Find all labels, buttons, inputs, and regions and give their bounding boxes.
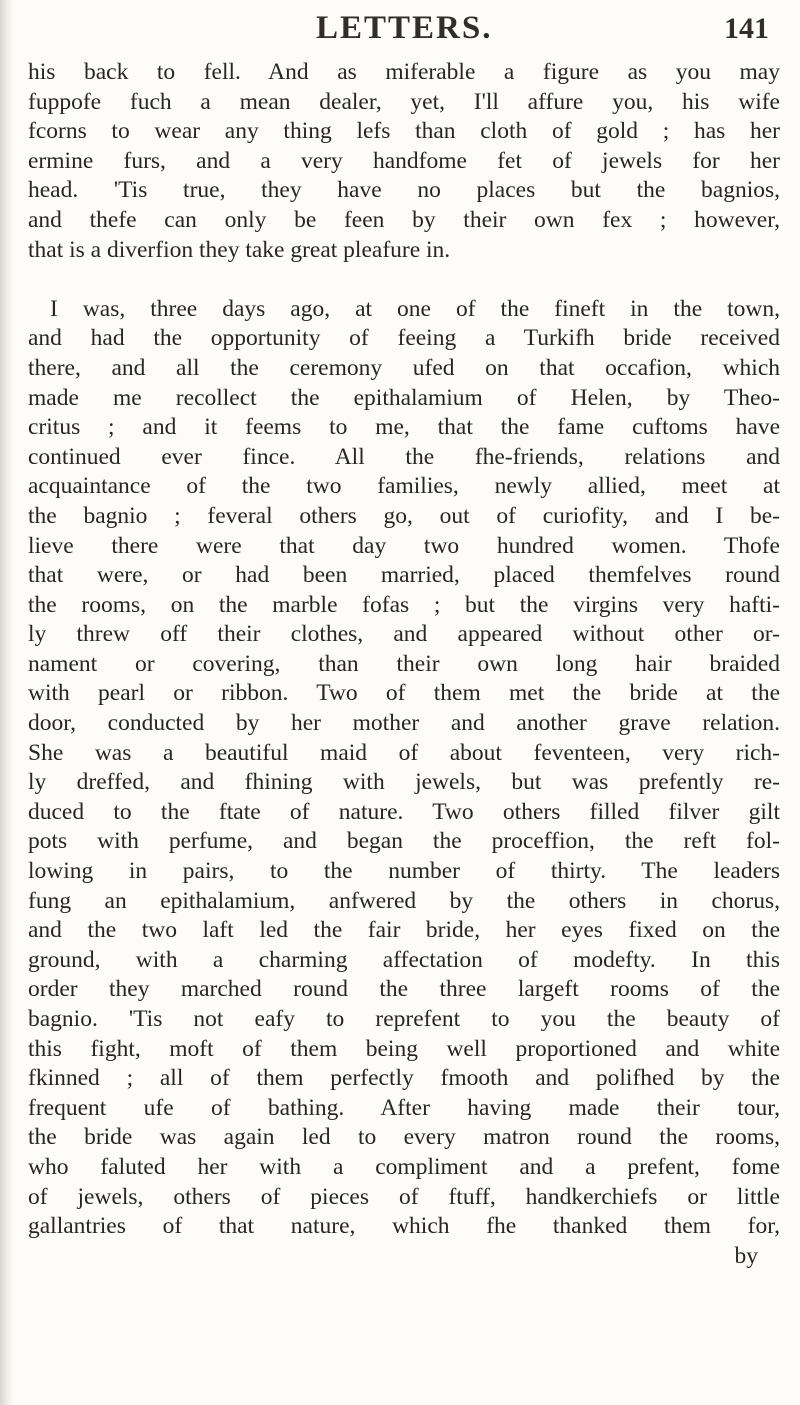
text-line: nament or covering, than their own long hair braided bbox=[28, 650, 780, 677]
catchword: by bbox=[734, 1242, 758, 1269]
page-number: 141 bbox=[724, 12, 769, 45]
text-line: the rooms, on the marble fofas ; but the virgins very hafti- bbox=[28, 591, 780, 618]
text-line: that is a diverfion they take great pleafure in. bbox=[28, 236, 451, 263]
text-line: lowing in pairs, to the number of thirty. The leaders bbox=[28, 858, 780, 885]
text-line: the bagnio ; feveral others go, out of curiofity, and I be- bbox=[28, 502, 780, 529]
text-line: fung an epithalamium, anfwered by the others in chorus, bbox=[28, 887, 780, 914]
text-line: duced to the ftate of nature. Two others filled filver gilt bbox=[28, 798, 780, 825]
text-line: his back to fell. And as miferable a figure as you may bbox=[28, 59, 780, 85]
text-line: frequent ufe of bathing. After having made their tour, bbox=[28, 1094, 780, 1121]
binding-gutter-shadow bbox=[0, 0, 14, 1405]
text-line: ermine furs, and a very handfome fet of jewels for her bbox=[28, 147, 780, 174]
text-line: gallantries of that nature, which fhe thanked them for, bbox=[28, 1213, 780, 1240]
text-line: ly threw off their clothes, and appeared without other or- bbox=[28, 621, 780, 648]
running-head bbox=[0, 10, 800, 58]
text-line: there, and all the ceremony ufed on that occafion, which bbox=[28, 354, 780, 381]
body-text bbox=[28, 58, 780, 1271]
text-line: She was a beautiful maid of about feventeen, very rich- bbox=[28, 739, 780, 766]
text-line: with pearl or ribbon. Two of them met the bride at the bbox=[28, 680, 780, 707]
text-line: and thefe can only be feen by their own fex ; however, bbox=[28, 206, 780, 233]
text-line: the bride was again led to every matron round the rooms, bbox=[28, 1124, 780, 1151]
running-head-title: LETTERS. bbox=[316, 10, 493, 46]
text-line: bagnio. 'Tis not eafy to reprefent to you the beauty of bbox=[28, 1006, 780, 1032]
text-line: who faluted her with a compliment and a prefent, fome bbox=[28, 1153, 780, 1180]
text-line: acquaintance of the two families, newly allied, meet at bbox=[28, 473, 780, 500]
text-line: pots with perfume, and began the proceffion, the reft fol- bbox=[28, 828, 780, 855]
text-line: ground, with a charming affectation of modefty. In this bbox=[28, 946, 780, 973]
text-line: that were, or had been married, placed themfelves round bbox=[28, 562, 780, 589]
text-line: fuppofe fuch a mean dealer, yet, I'll affure you, his wife bbox=[28, 88, 780, 115]
text-line: and had the opportunity of feeing a Turkifh bride received bbox=[28, 325, 780, 352]
paragraph-gap bbox=[28, 265, 780, 295]
text-line: door, conducted by her mother and another grave relation. bbox=[28, 710, 780, 737]
text-line: I was, three days ago, at one of the fineft in the town, bbox=[50, 295, 780, 322]
text-line: order they marched round the three largeft rooms of the bbox=[28, 976, 780, 1003]
text-line: continued ever fince. All the fhe-friends, relations and bbox=[28, 443, 780, 470]
text-line: fkinned ; all of them perfectly fmooth and polifhed by the bbox=[28, 1065, 780, 1092]
text-line: made me recollect the epithalamium of Helen, by Theo- bbox=[28, 384, 780, 411]
paragraph bbox=[28, 58, 780, 265]
text-line: ly dreffed, and fhining with jewels, but was prefently re- bbox=[28, 769, 780, 796]
text-line: fcorns to wear any thing lefs than cloth of gold ; has her bbox=[28, 118, 780, 145]
text-line: of jewels, others of pieces of ftuff, handkerchiefs or little bbox=[28, 1183, 780, 1210]
text-line: head. 'Tis true, they have no places but the bagnios, bbox=[28, 177, 780, 204]
text-line: lieve there were that day two hundred women. Thofe bbox=[28, 532, 780, 559]
text-line: critus ; and it feems to me, that the fame cuftoms have bbox=[28, 414, 780, 441]
text-line: this fight, moft of them being well proportioned and white bbox=[28, 1035, 780, 1062]
text-line: and the two laft led the fair bride, her eyes fixed on the bbox=[28, 917, 780, 944]
paragraph bbox=[28, 295, 780, 1242]
